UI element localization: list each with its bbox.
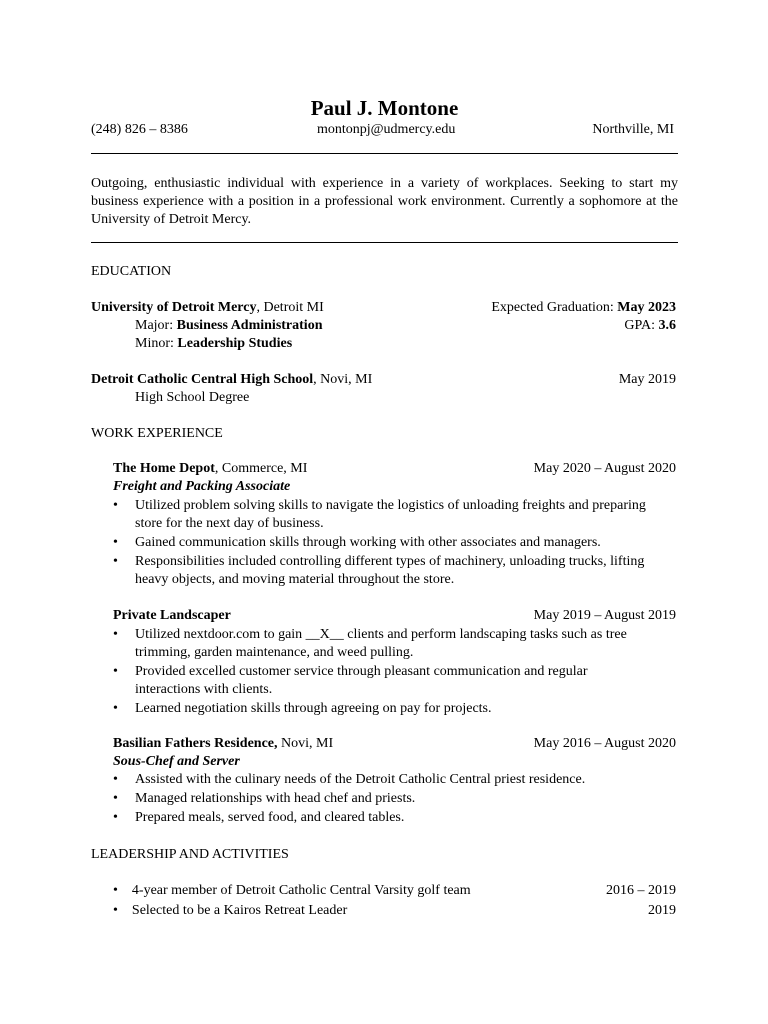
job-dates: May 2020 – August 2020 bbox=[533, 461, 676, 476]
bullet-icon: • bbox=[113, 883, 118, 898]
bullet-icon: • bbox=[113, 498, 118, 513]
email-address: montonpj@udmercy.edu bbox=[317, 122, 456, 137]
job-bullets bbox=[113, 771, 653, 827]
list-item: • Utilized problem solving skills to navigate the logistics of unloading freights and preparing store for the next day of business. bbox=[113, 498, 646, 531]
job-landscaper-row bbox=[91, 607, 678, 625]
education-dcc-row bbox=[91, 371, 678, 389]
contact-line bbox=[91, 121, 678, 139]
leadership-date: 2016 – 2019 bbox=[606, 883, 676, 898]
bullet-icon: • bbox=[113, 791, 118, 806]
education-degree-row bbox=[91, 389, 678, 407]
list-item: • Responsibilities included controlling different types of machinery, unloading trucks, lifting heavy objects, and moving material throughout the store. bbox=[113, 554, 645, 587]
summary-paragraph: Outgoing, enthusiastic individual with experience in a variety of workplaces. Seeking to start my business experience with a position in a professional work environment. Currently a sophomore at the University of Detroit Mercy. bbox=[91, 176, 678, 227]
job-dates: May 2019 – August 2019 bbox=[533, 608, 676, 623]
list-item: • Learned negotiation skills through agreeing on pay for projects. bbox=[113, 701, 492, 716]
section-heading-leadership: LEADERSHIP AND ACTIVITIES bbox=[91, 847, 289, 862]
leadership-date: 2019 bbox=[648, 903, 676, 918]
bullet-icon: • bbox=[113, 535, 118, 550]
job-home-depot-row bbox=[91, 460, 678, 478]
bullet-icon: • bbox=[113, 627, 118, 642]
education-major-row bbox=[91, 317, 678, 335]
job-bullets bbox=[113, 626, 653, 718]
list-item: • Utilized nextdoor.com to gain __X__ clients and perform landscaping tasks such as tree trimming, garden maintenance, and weed pulling. bbox=[113, 627, 627, 660]
leadership-item-row bbox=[91, 882, 678, 900]
education-udm-row bbox=[91, 299, 678, 317]
employer-name: Private Landscaper bbox=[113, 608, 231, 623]
minor-label: Minor: bbox=[135, 336, 178, 351]
gpa-value: 3.6 bbox=[658, 318, 676, 333]
bullet-icon: • bbox=[113, 772, 118, 787]
education-minor-row bbox=[91, 335, 678, 353]
list-item: • Prepared meals, served food, and cleared tables. bbox=[113, 810, 405, 825]
employer-name: The Home Depot bbox=[113, 461, 215, 476]
grad-label: Expected Graduation: bbox=[491, 300, 618, 315]
phone-number: (248) 826 – 8386 bbox=[91, 122, 188, 137]
dcc-date: May 2019 bbox=[618, 372, 676, 387]
bullet-icon: • bbox=[113, 810, 118, 825]
major-label: Major: bbox=[135, 318, 177, 333]
employer-city: , Commerce, MI bbox=[214, 461, 308, 476]
leadership-text: Selected to be a Kairos Retreat Leader bbox=[131, 903, 348, 918]
school-city: , Detroit MI bbox=[256, 300, 324, 315]
leadership-text: 4-year member of Detroit Catholic Central Varsity golf team bbox=[131, 883, 471, 898]
employer-name: Basilian Fathers Residence, bbox=[113, 736, 278, 751]
school-city: , Novi, MI bbox=[313, 372, 373, 387]
resume-page bbox=[91, 0, 678, 1024]
bullet-icon: • bbox=[113, 903, 118, 918]
employer-city: Novi, MI bbox=[277, 736, 334, 751]
job-bullets bbox=[113, 497, 653, 589]
location: Northville, MI bbox=[592, 122, 674, 137]
school-name: University of Detroit Mercy bbox=[91, 300, 257, 315]
bullet-icon: • bbox=[113, 664, 118, 679]
list-item: • Provided excelled customer service through pleasant communication and regular interactions with clients. bbox=[113, 664, 588, 697]
school-name: Detroit Catholic Central High School bbox=[91, 372, 314, 387]
minor-value: Leadership Studies bbox=[177, 336, 293, 351]
list-item: • Gained communication skills through working with other associates and managers. bbox=[113, 535, 601, 550]
job-role: Freight and Packing Associate bbox=[113, 479, 291, 494]
bullet-icon: • bbox=[113, 554, 118, 569]
section-heading-education: EDUCATION bbox=[91, 264, 172, 279]
job-role: Sous-Chef and Server bbox=[113, 754, 240, 769]
major-value: Business Administration bbox=[176, 318, 323, 333]
grad-date: May 2023 bbox=[617, 300, 676, 315]
degree: High School Degree bbox=[135, 390, 250, 405]
job-dates: May 2016 – August 2020 bbox=[533, 736, 676, 751]
list-item: • Managed relationships with head chef and priests. bbox=[113, 791, 416, 806]
job-basilian-row bbox=[91, 735, 678, 753]
leadership-item-row bbox=[91, 902, 678, 920]
gpa-label: GPA: bbox=[624, 318, 659, 333]
divider-top bbox=[91, 153, 678, 154]
section-heading-work: WORK EXPERIENCE bbox=[91, 426, 223, 441]
divider-summary bbox=[91, 242, 678, 243]
bullet-icon: • bbox=[113, 701, 118, 716]
resume-name: Paul J. Montone bbox=[310, 96, 459, 120]
list-item: • Assisted with the culinary needs of the Detroit Catholic Central priest residence. bbox=[113, 772, 586, 787]
